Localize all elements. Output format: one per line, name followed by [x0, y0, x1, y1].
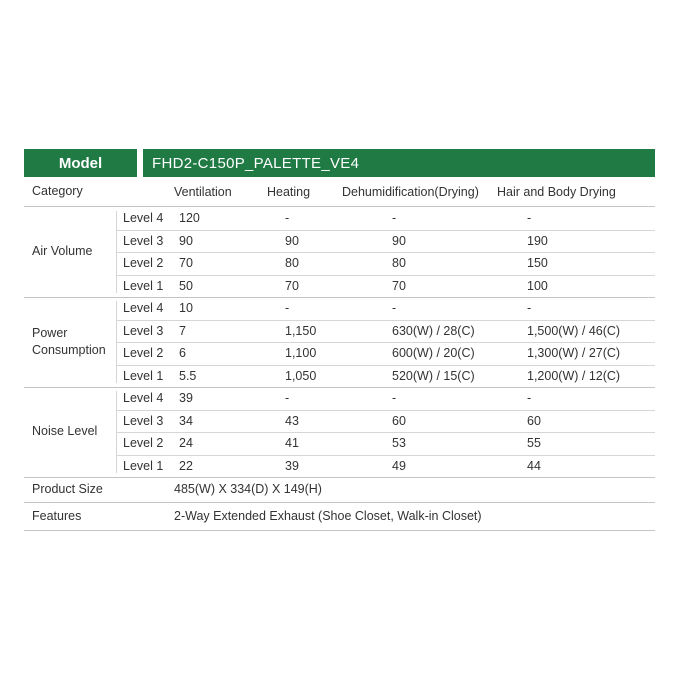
- heating-value: 1,050: [285, 368, 317, 383]
- row-divider: [116, 432, 655, 433]
- heating-value: 39: [285, 458, 299, 473]
- hair-value: -: [527, 301, 532, 315]
- level-label: Level 3: [123, 413, 164, 428]
- column-header-divider: [24, 206, 655, 207]
- group-label-line: Power: [32, 326, 68, 340]
- dehumidification-header: Dehumidification(Drying): [342, 185, 479, 199]
- features-value: 2-Way Extended Exhaust (Shoe Closet, Walk-in Closet): [174, 509, 482, 523]
- hair-value: 1,500(W) / 46(C): [527, 323, 621, 338]
- product-size-value: 485(W) X 334(D) X 149(H): [174, 482, 322, 496]
- level-label: Level 2: [123, 346, 164, 360]
- group-bottom-divider: [24, 387, 655, 388]
- dehumid-value: 80: [392, 256, 406, 270]
- level-label: Level 4: [123, 211, 164, 225]
- heating-value: 1,100: [285, 346, 317, 360]
- dehumid-value: -: [392, 211, 397, 225]
- hair-value: 190: [527, 233, 548, 248]
- dehumid-value: 53: [392, 436, 406, 450]
- ventilation-value: 7: [179, 323, 186, 338]
- hair-body-drying-header: Hair and Body Drying: [497, 185, 616, 199]
- level-label: Level 3: [123, 233, 164, 248]
- ventilation-value: 50: [179, 278, 193, 293]
- heating-value: 43: [285, 413, 299, 428]
- heating-value: 90: [285, 233, 299, 248]
- heating-header: Heating: [267, 185, 311, 199]
- model-header-value: FHD2-C150P_PALETTE_VE4: [143, 149, 655, 177]
- level-label: Level 3: [123, 323, 164, 338]
- hair-value: 100: [527, 278, 548, 293]
- dehumid-value: 630(W) / 28(C): [392, 323, 475, 338]
- product-size-divider: [24, 502, 655, 503]
- ventilation-header: Ventilation: [174, 185, 232, 199]
- hair-value: 150: [527, 256, 548, 270]
- model-header-label: Model: [24, 149, 137, 177]
- features-label: Features: [32, 509, 82, 523]
- dehumid-value: 90: [392, 233, 406, 248]
- hair-value: -: [527, 211, 532, 225]
- ventilation-value: 22: [179, 458, 193, 473]
- heating-value: 70: [285, 278, 299, 293]
- level-label: Level 2: [123, 256, 164, 270]
- row-divider: [116, 410, 655, 411]
- dehumid-value: -: [392, 301, 397, 315]
- ventilation-value: 10: [179, 301, 193, 315]
- ventilation-value: 6: [179, 346, 186, 360]
- dehumid-value: -: [392, 391, 397, 405]
- product-size-label: Product Size: [32, 482, 103, 496]
- row-divider: [116, 275, 655, 276]
- ventilation-value: 34: [179, 413, 193, 428]
- group-label-power-consumption: [32, 325, 106, 359]
- level-label: Level 4: [123, 301, 164, 315]
- level-label: Level 2: [123, 436, 164, 450]
- ventilation-value: 120: [179, 211, 200, 225]
- dehumid-value: 49: [392, 458, 406, 473]
- heating-value: -: [285, 391, 290, 405]
- hair-value: 55: [527, 436, 541, 450]
- ventilation-value: 70: [179, 256, 193, 270]
- dehumid-value: 70: [392, 278, 406, 293]
- row-divider: [116, 455, 655, 456]
- group-label-line: Consumption: [32, 343, 106, 357]
- heating-value: 80: [285, 256, 299, 270]
- group-label-noise-level: Noise Level: [32, 424, 98, 438]
- hair-value: 44: [527, 458, 541, 473]
- hair-value: 1,300(W) / 27(C): [527, 346, 621, 360]
- group-bottom-divider: [24, 297, 655, 298]
- heating-value: -: [285, 211, 290, 225]
- ventilation-value: 39: [179, 391, 193, 405]
- row-divider: [116, 252, 655, 253]
- ventilation-value: 90: [179, 233, 193, 248]
- group-bottom-divider: [24, 477, 655, 478]
- level-label: Level 1: [123, 458, 164, 473]
- heating-value: 41: [285, 436, 299, 450]
- heating-value: -: [285, 301, 290, 315]
- ventilation-value: 5.5: [179, 368, 197, 383]
- hair-value: 60: [527, 413, 541, 428]
- dehumid-value: 600(W) / 20(C): [392, 346, 475, 360]
- level-label: Level 1: [123, 368, 164, 383]
- level-label: Level 1: [123, 278, 164, 293]
- features-divider: [24, 530, 655, 531]
- hair-value: -: [527, 391, 532, 405]
- dehumid-value: 60: [392, 413, 406, 428]
- hair-value: 1,200(W) / 12(C): [527, 368, 621, 383]
- dehumid-value: 520(W) / 15(C): [392, 368, 475, 383]
- level-label: Level 4: [123, 391, 164, 405]
- ventilation-value: 24: [179, 436, 193, 450]
- heating-value: 1,150: [285, 323, 317, 338]
- group-label-air-volume: Air Volume: [32, 244, 93, 258]
- row-divider: [116, 230, 655, 231]
- category-header: Category: [32, 184, 83, 198]
